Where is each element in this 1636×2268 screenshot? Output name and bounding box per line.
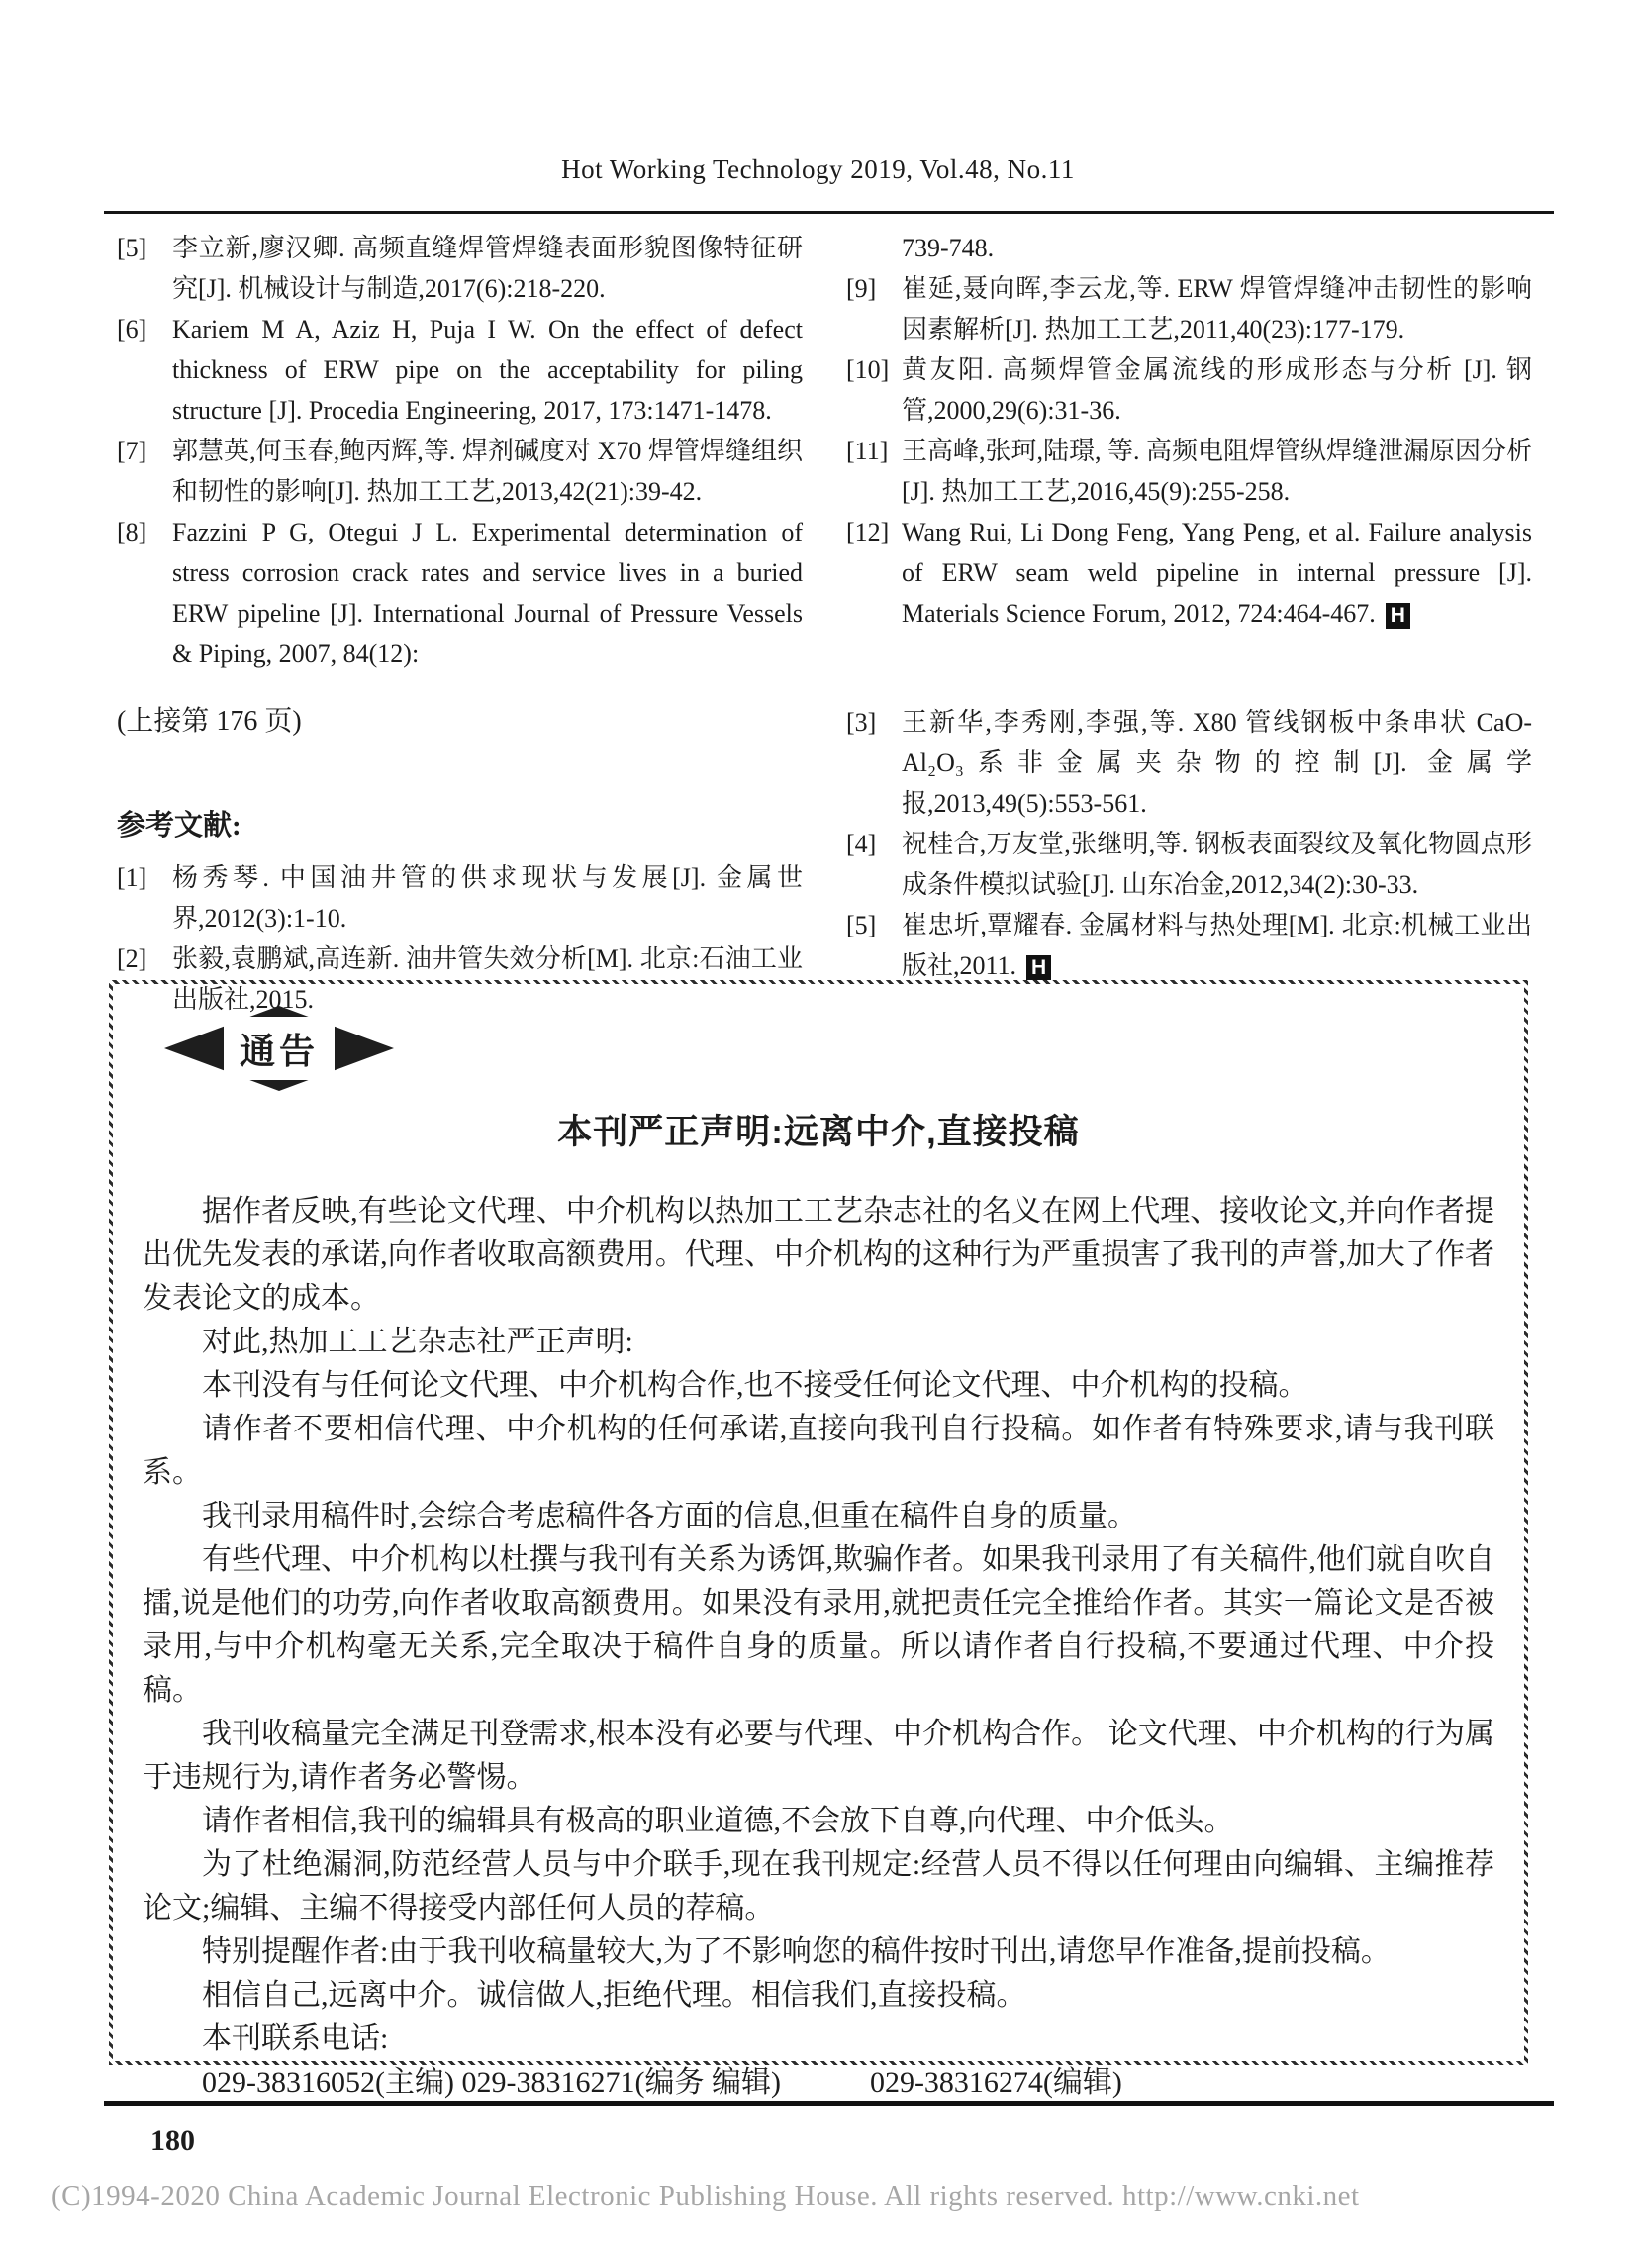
- reference-text: 杨秀琴. 中国油井管的供求现状与发展[J]. 金属世界,2012(3):1-10.: [172, 863, 803, 933]
- reference-text: 张毅,袁鹏斌,高连新. 油井管失效分析[M]. 北京:石油工业出版社,2015.: [172, 944, 803, 1014]
- reference-number: [4]: [846, 830, 877, 858]
- references-bottom-left-column: [117, 702, 803, 1020]
- reference-text: [902, 905, 1532, 986]
- reference-item: [846, 431, 1532, 512]
- notice-paragraph: 我刊收稿量完全满足刊登需求,根本没有必要与代理、中介机构合作。 论文代理、中介机构的行为属于违规行为,请作者务必警惕。: [143, 1718, 1494, 1794]
- reference-number: [6]: [117, 315, 147, 344]
- reference-number: [7]: [117, 437, 147, 465]
- notice-badge-label: 通告: [224, 1017, 335, 1080]
- reference-item: [117, 431, 803, 512]
- reference-item: [846, 512, 1532, 634]
- references-bottom-section: [117, 702, 1532, 1020]
- reference-item: [117, 512, 803, 674]
- reference-number: [11]: [846, 437, 889, 465]
- reference-continuation: 739-748.: [902, 234, 995, 262]
- notice-paragraph: 为了杜绝漏洞,防范经营人员与中介联手,现在我刊规定:经营人员不得以任何理由向编辑、主编推荐论文;编辑、主编不得接受内部任何人员的荐稿。: [143, 1848, 1494, 1924]
- references-top-right-column: [846, 228, 1532, 674]
- reference-text-body: Wang Rui, Li Dong Feng, Yang Peng, et al. Failure analysis of ERW seam weld pipeline in internal pressure [J]. Materials Science Forum, 2012, 724:464-467.: [902, 518, 1532, 628]
- notice-paragraph: 对此,热加工工艺杂志社严正声明:: [202, 1326, 633, 1358]
- reference-number: [2]: [117, 944, 147, 973]
- notice-body: [143, 1190, 1494, 2105]
- reference-text: 郭慧英,何玉春,鲍丙辉,等. 焊剂碱度对 X70 焊管焊缝组织和韧性的影响[J]. 热加工工艺,2013,42(21):39-42.: [172, 437, 803, 506]
- reference-text: 黄友阳. 高频焊管金属流线的形成形态与分析 [J]. 钢管,2000,29(6):31-36.: [902, 355, 1532, 425]
- reference-item: [846, 824, 1532, 905]
- footer-rule: [104, 2101, 1554, 2106]
- notice-paragraph: 本刊没有与任何论文代理、中介机构合作,也不接受任何论文代理、中介机构的投稿。: [202, 1369, 1308, 1402]
- references-top-left-column: [117, 228, 803, 674]
- continued-from-note: (上接第 176 页): [117, 706, 302, 737]
- reference-text: Fazzini P G, Otegui J L. Experimental determination of stress corrosion crack rates and service lives in a buried ERW pipeline [J]. International Journal of Pressure Vessels & Piping, 2007, 84(12):: [172, 518, 803, 668]
- references-top-section: [117, 228, 1532, 674]
- reference-number: [12]: [846, 518, 890, 546]
- page-number: 180: [150, 2124, 195, 2157]
- reference-text: 王高峰,张珂,陆璟, 等. 高频电阻焊管纵焊缝泄漏原因分析[J]. 热加工工艺,2016,45(9):255-258.: [902, 437, 1533, 506]
- references-heading: 参考文献:: [117, 810, 241, 841]
- reference-text: [902, 512, 1532, 634]
- reference-text-body: 崔忠圻,覃耀春. 金属材料与热处理[M]. 北京:机械工业出版社,2011.: [902, 911, 1532, 980]
- notice-paragraph: 有些代理、中介机构以杜撰与我刊有关系为诱饵,欺骗作者。如果我刊录用了有关稿件,他们就自吹自擂,说是他们的功劳,向作者收取高额费用。如果没有录用,就把责任完全推给作者。其实一篇论文是否被录用,与中介机构毫无关系,完全取决于稿件自身的质量。所以请作者自行投稿,不要通过代理、中介投稿。: [143, 1543, 1494, 1707]
- reference-number: [8]: [117, 518, 147, 546]
- reference-text: 王新华,李秀刚,李强,等. X80 管线钢板中条串状 CaO-Al₂O₃系非金属夹杂物的控制[J]. 金属学报,2013,49(5):553-561.: [902, 708, 1532, 818]
- reference-item: [846, 905, 1532, 986]
- reference-number: [9]: [846, 274, 877, 303]
- end-of-article-icon: H: [1026, 955, 1051, 981]
- end-of-article-icon: H: [1386, 603, 1410, 629]
- notice-paragraph: 特别提醒作者:由于我刊收稿量较大,为了不影响您的稿件按时刊出,请您早作准备,提前投稿。: [202, 1935, 1391, 1968]
- reference-number: [5]: [846, 911, 877, 939]
- notice-badge: [164, 1006, 394, 1091]
- reference-item: [117, 857, 803, 938]
- notice-paragraph: 据作者反映,有些论文代理、中介机构以热加工工艺杂志社的名义在网上代理、接收论文,并向作者提出优先发表的承诺,向作者收取高额费用。代理、中介机构的这种行为严重损害了我刊的声誉,加大了作者发表论文的成本。: [143, 1195, 1494, 1315]
- header-rule: [104, 211, 1554, 214]
- notice-paragraph: 请作者相信,我刊的编辑具有极高的职业道德,不会放下自尊,向代理、中介低头。: [202, 1805, 1234, 1837]
- reference-text: Kariem M A, Aziz H, Puja I W. On the effect of defect thickness of ERW pipe on the acceptability for piling structure [J]. Procedia Engineering, 2017, 173:1471-1478.: [172, 315, 803, 425]
- notice-phone-numbers: 029-38316052(主编) 029-38316271(编务 编辑) 029-38316274(编辑): [202, 2066, 1122, 2099]
- reference-item: [846, 702, 1532, 824]
- references-bottom-right-column: [846, 702, 1532, 1020]
- notice-contact-label: 本刊联系电话:: [202, 2022, 389, 2055]
- reference-text: 李立新,廖汉卿. 高频直缝焊管焊缝表面形貌图像特征研究[J]. 机械设计与制造,2017(6):218-220.: [172, 234, 803, 303]
- reference-item: [846, 349, 1532, 431]
- reference-text: 祝桂合,万友堂,张继明,等. 钢板表面裂纹及氧化物圆点形成条件模拟试验[J]. 山东冶金,2012,34(2):30-33.: [902, 830, 1532, 899]
- notice-box: [109, 980, 1528, 2099]
- notice-paragraph: 我刊录用稿件时,会综合考虑稿件各方面的信息,但重在稿件自身的质量。: [202, 1500, 1137, 1532]
- reference-number: [5]: [117, 234, 147, 262]
- reference-item: [846, 268, 1532, 349]
- copyright-watermark: (C)1994-2020 China Academic Journal Electronic Publishing House. All rights reserved. http://www.cnki.net: [51, 2180, 1360, 2212]
- journal-header: Hot Working Technology 2019, Vol.48, No.11: [561, 154, 1075, 184]
- reference-number: [3]: [846, 708, 877, 737]
- reference-item: [117, 228, 803, 309]
- notice-title: 本刊严正声明:远离中介,直接投稿: [557, 1113, 1080, 1151]
- notice-paragraph: 请作者不要相信代理、中介机构的任何承诺,直接向我刊自行投稿。如作者有特殊要求,请与我刊联系。: [143, 1413, 1494, 1489]
- reference-number: [1]: [117, 863, 147, 892]
- reference-number: [10]: [846, 355, 890, 384]
- notice-paragraph: 相信自己,远离中介。诚信做人,拒绝代理。相信我们,直接投稿。: [202, 1979, 1026, 2012]
- reference-text: 崔延,聂向晖,李云龙,等. ERW 焊管焊缝冲击韧性的影响因素解析[J]. 热加工工艺,2011,40(23):177-179.: [902, 274, 1532, 344]
- reference-item: [117, 309, 803, 431]
